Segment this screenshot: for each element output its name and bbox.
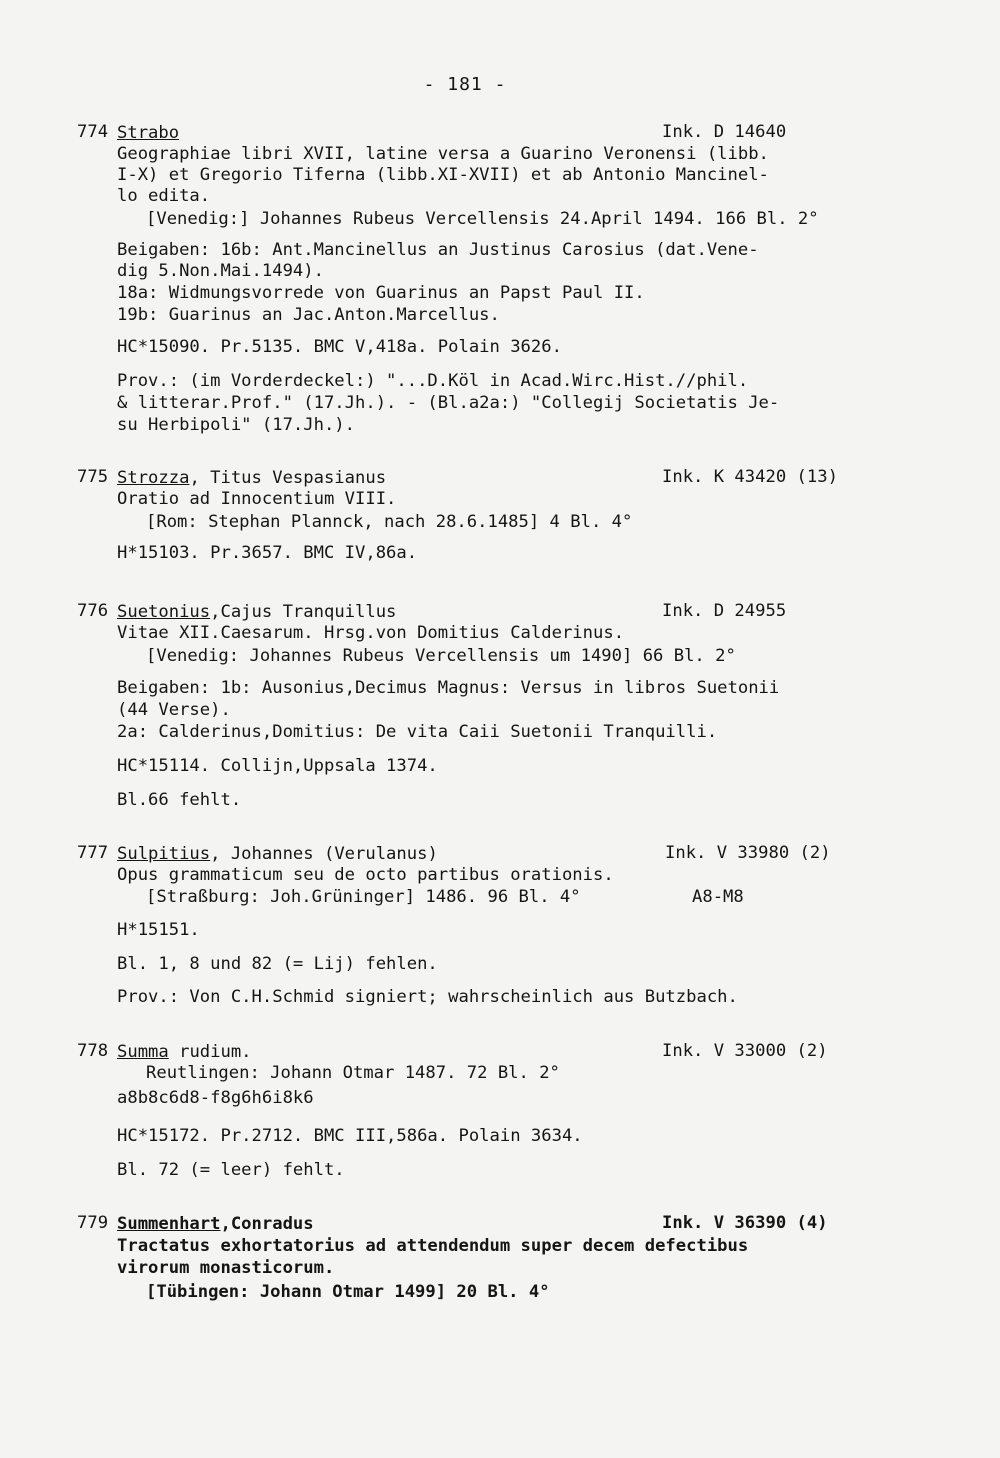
entry-heading: Strabo xyxy=(117,123,180,143)
title-line: Oratio ad Innocentium VIII. xyxy=(117,489,397,509)
entry-number: 777 xyxy=(77,843,109,863)
page-number: - 181 - xyxy=(423,74,507,95)
provenance-line: su Herbipoli" (17.Jh.). xyxy=(117,415,355,435)
note-line: dig 5.Non.Mai.1494). xyxy=(117,261,324,281)
title-line: lo edita. xyxy=(117,186,211,206)
imprint: Reutlingen: Johann Otmar 1487. 72 Bl. 2° xyxy=(146,1063,560,1083)
entry-heading-rest: ,Cajus Tranquillus xyxy=(210,602,397,622)
references: HC*15090. Pr.5135. BMC V,418a. Polain 3626. xyxy=(117,337,562,357)
shelf-mark: Ink. V 36390 (4) xyxy=(662,1213,828,1233)
entry-heading: Sulpitius xyxy=(117,844,211,864)
title-line: Opus grammaticum seu de octo partibus orationis. xyxy=(117,865,614,885)
entry-heading: Suetonius xyxy=(117,602,211,622)
shelf-mark: Ink. V 33000 (2) xyxy=(662,1041,828,1061)
entry-heading-rest: ,Conradus xyxy=(220,1214,314,1234)
entry-number: 774 xyxy=(77,122,109,142)
note-line: Beigaben: 16b: Ant.Mancinellus an Justinus Carosius (dat.Vene- xyxy=(117,240,759,260)
entry-number: 778 xyxy=(77,1041,109,1061)
note-line: 2a: Calderinus,Domitius: De vita Caii Suetonii Tranquilli. xyxy=(117,722,718,742)
title-line: virorum monasticorum. xyxy=(117,1258,335,1278)
note-line: 18a: Widmungsvorrede von Guarinus an Papst Paul II. xyxy=(117,283,645,303)
entry-number: 775 xyxy=(77,467,109,487)
references: HC*15172. Pr.2712. BMC III,586a. Polain 3634. xyxy=(117,1126,583,1146)
shelf-mark: Ink. K 43420 (13) xyxy=(662,467,838,487)
entry-number: 779 xyxy=(77,1213,109,1233)
provenance-line: Prov.: (im Vorderdeckel:) "...D.Köl in Acad.Wirc.Hist.//phil. xyxy=(117,371,749,391)
entry-heading-rest: rudium. xyxy=(168,1042,252,1062)
shelf-mark: Ink. V 33980 (2) xyxy=(665,843,831,863)
imprint: [Straßburg: Joh.Grüninger] 1486. 96 Bl. 4° xyxy=(146,887,581,907)
note-line: (44 Verse). xyxy=(117,700,231,720)
imprint: [Rom: Stephan Plannck, nach 28.6.1485] 4 Bl. 4° xyxy=(146,512,633,532)
shelf-mark: Ink. D 14640 xyxy=(662,122,787,142)
provenance-line: Prov.: Von C.H.Schmid signiert; wahrscheinlich aus Butzbach. xyxy=(117,987,738,1007)
entry-heading: Summenhart xyxy=(117,1214,221,1234)
title-line: Tractatus exhortatorius ad attendendum super decem defectibus xyxy=(117,1236,749,1256)
collation: A8-M8 xyxy=(692,887,744,907)
note-line: 19b: Guarinus an Jac.Anton.Marcellus. xyxy=(117,305,500,325)
title-line: Geographiae libri XVII, latine versa a Guarino Veronensi (libb. xyxy=(117,144,769,164)
entry-heading-rest: , Johannes (Verulanus) xyxy=(210,844,438,864)
title-line: I-X) et Gregorio Tiferna (libb.XI-XVII) et ab Antonio Mancinel- xyxy=(117,165,769,185)
provenance-line: & litterar.Prof." (17.Jh.). - (Bl.a2a:) "Collegij Societatis Je- xyxy=(117,393,780,413)
collation: a8b8c6d8-f8g6h6i8k6 xyxy=(117,1088,314,1108)
imprint: [Venedig:] Johannes Rubeus Vercellensis 24.April 1494. 166 Bl. 2° xyxy=(146,209,819,229)
note-line: Beigaben: 1b: Ausonius,Decimus Magnus: Versus in libros Suetonii xyxy=(117,678,780,698)
missing-leaves: Bl. 1, 8 und 82 (= Lij) fehlen. xyxy=(117,954,438,974)
entry-heading-rest: , Titus Vespasianus xyxy=(189,468,387,488)
shelf-mark: Ink. D 24955 xyxy=(662,601,787,621)
entry-heading: Summa xyxy=(117,1042,169,1062)
entry-heading: Strozza xyxy=(117,468,190,488)
imprint: [Venedig: Johannes Rubeus Vercellensis um 1490] 66 Bl. 2° xyxy=(146,646,736,666)
missing-leaves: Bl. 72 (= leer) fehlt. xyxy=(117,1160,345,1180)
imprint: [Tübingen: Johann Otmar 1499] 20 Bl. 4° xyxy=(146,1282,550,1302)
entry-number: 776 xyxy=(77,601,109,621)
missing-leaves: Bl.66 fehlt. xyxy=(117,790,242,810)
references: H*15103. Pr.3657. BMC IV,86a. xyxy=(117,543,418,563)
references: H*15151. xyxy=(117,920,200,940)
title-line: Vitae XII.Caesarum. Hrsg.von Domitius Calderinus. xyxy=(117,623,625,643)
references: HC*15114. Collijn,Uppsala 1374. xyxy=(117,756,438,776)
